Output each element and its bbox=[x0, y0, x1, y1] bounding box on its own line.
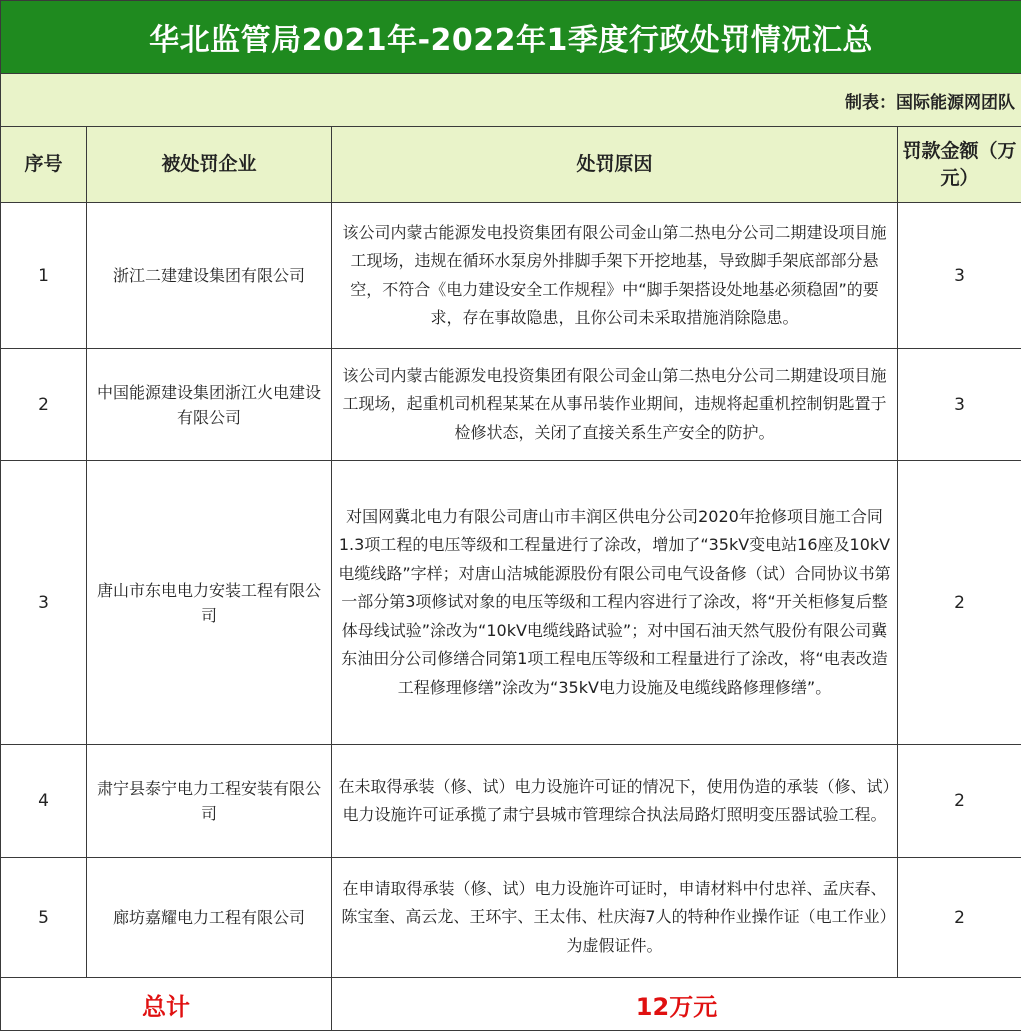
row-amount: 2 bbox=[898, 858, 1021, 978]
row-reason: 对国网冀北电力有限公司唐山市丰润区供电分公司2020年抢修项目施工合同1.3项工程的电压等级和工程量进行了涂改，增加了“35kV变电站16座及10kV电缆线路”字样；对唐山洁城能源股份有限公司电气设备修（试）合同协议书第一部分第3项修试对象的电压等级和工程内容进行了涂改，将“开关柜修复后整体母线试验”涂改为“10kV电缆线路试验”；对中国石油天然气股份有限公司冀东油田分公司修缮合同第1项工程电压等级和工程量进行了涂改，将“电表改造工程修理修缮”涂改为“35kV电力设施及电缆线路修理修缮”。 bbox=[332, 461, 898, 745]
row-company: 浙江二建建设集团有限公司 bbox=[87, 203, 332, 349]
header-amount: 罚款金额（万元） bbox=[898, 127, 1021, 203]
header-index: 序号 bbox=[1, 127, 87, 203]
row-company: 肃宁县泰宁电力工程安装有限公司 bbox=[87, 745, 332, 858]
table-row bbox=[1, 745, 1021, 858]
total-value: 12万元 bbox=[332, 978, 1021, 1031]
header-company: 被处罚企业 bbox=[87, 127, 332, 203]
table-maker: 制表：国际能源网团队 bbox=[1, 74, 1021, 127]
row-index: 2 bbox=[1, 349, 87, 461]
row-reason: 在未取得承装（修、试）电力设施许可证的情况下，使用伪造的承装（修、试）电力设施许可证承揽了肃宁县城市管理综合执法局路灯照明变压器试验工程。 bbox=[332, 745, 898, 858]
table-row bbox=[1, 858, 1021, 978]
total-label: 总计 bbox=[1, 978, 332, 1031]
row-amount: 3 bbox=[898, 203, 1021, 349]
total-row bbox=[1, 978, 1021, 1031]
header-reason: 处罚原因 bbox=[332, 127, 898, 203]
row-index: 3 bbox=[1, 461, 87, 745]
row-amount: 2 bbox=[898, 745, 1021, 858]
row-company: 中国能源建设集团浙江火电建设有限公司 bbox=[87, 349, 332, 461]
row-reason: 在申请取得承装（修、试）电力设施许可证时，申请材料中付忠祥、孟庆春、陈宝奎、高云龙、王环宇、王太伟、杜庆海7人的特种作业操作证（电工作业）为虚假证件。 bbox=[332, 858, 898, 978]
row-amount: 2 bbox=[898, 461, 1021, 745]
header-row bbox=[1, 127, 1021, 203]
row-index: 4 bbox=[1, 745, 87, 858]
table-row bbox=[1, 461, 1021, 745]
row-index: 1 bbox=[1, 203, 87, 349]
table-row bbox=[1, 349, 1021, 461]
table-title: 华北监管局2021年-2022年1季度行政处罚情况汇总 bbox=[1, 1, 1021, 74]
row-reason: 该公司内蒙古能源发电投资集团有限公司金山第二热电分公司二期建设项目施工现场，违规在循环水泵房外排脚手架下开挖地基，导致脚手架底部部分悬空，不符合《电力建设安全工作规程》中“脚手架搭设处地基必须稳固”的要求，存在事故隐患，且你公司未采取措施消除隐患。 bbox=[332, 203, 898, 349]
row-company: 唐山市东电电力安装工程有限公司 bbox=[87, 461, 332, 745]
row-reason: 该公司内蒙古能源发电投资集团有限公司金山第二热电分公司二期建设项目施工现场，起重机司机程某某在从事吊装作业期间，违规将起重机控制钥匙置于检修状态，关闭了直接关系生产安全的防护。 bbox=[332, 349, 898, 461]
row-index: 5 bbox=[1, 858, 87, 978]
table-row bbox=[1, 203, 1021, 349]
row-company: 廊坊嘉耀电力工程有限公司 bbox=[87, 858, 332, 978]
row-amount: 3 bbox=[898, 349, 1021, 461]
